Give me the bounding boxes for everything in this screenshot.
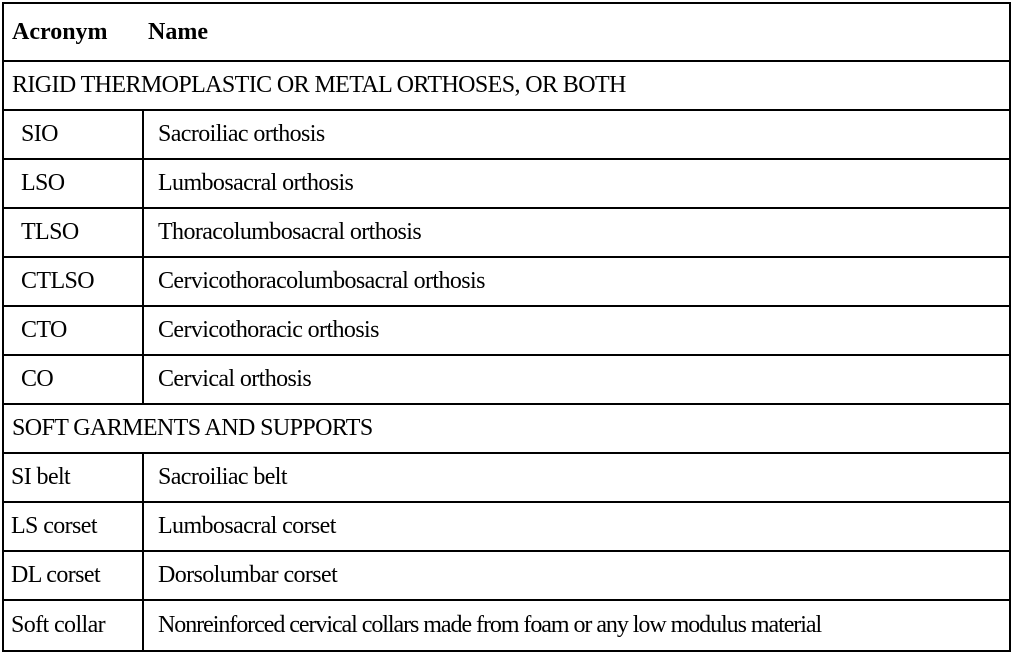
acronym-cell: SI belt bbox=[3, 453, 143, 502]
table-row bbox=[3, 208, 1010, 257]
orthoses-table-container bbox=[2, 2, 1009, 664]
table-row bbox=[3, 257, 1010, 306]
section-title-soft: SOFT GARMENTS AND SUPPORTS bbox=[3, 404, 1010, 453]
name-cell: Lumbosacral orthosis bbox=[143, 159, 1010, 208]
name-cell: Nonreinforced cervical collars made from foam or any low modulus material bbox=[143, 600, 1010, 651]
acronym-cell: Soft collar bbox=[3, 600, 143, 651]
name-cell: Lumbosacral corset bbox=[143, 502, 1010, 551]
table-row bbox=[3, 159, 1010, 208]
table-row bbox=[3, 355, 1010, 404]
table-row bbox=[3, 453, 1010, 502]
table-row bbox=[3, 110, 1010, 159]
acronym-cell: LSO bbox=[3, 159, 143, 208]
acronym-cell: CTLSO bbox=[3, 257, 143, 306]
section-header-row bbox=[3, 61, 1010, 110]
name-cell: Cervicothoracic orthosis bbox=[143, 306, 1010, 355]
acronym-cell: SIO bbox=[3, 110, 143, 159]
section-header-row bbox=[3, 404, 1010, 453]
acronym-cell: LS corset bbox=[3, 502, 143, 551]
table-header-row bbox=[3, 3, 1010, 61]
section-title-rigid: RIGID THERMOPLASTIC OR METAL ORTHOSES, OR BOTH bbox=[3, 61, 1010, 110]
name-cell: Sacroiliac belt bbox=[143, 453, 1010, 502]
acronym-cell: DL corset bbox=[3, 551, 143, 600]
name-cell: Thoracolumbosacral orthosis bbox=[143, 208, 1010, 257]
orthoses-acronym-table bbox=[2, 2, 1011, 652]
acronym-cell: TLSO bbox=[3, 208, 143, 257]
acronym-cell: CO bbox=[3, 355, 143, 404]
table-row bbox=[3, 600, 1010, 651]
name-cell: Cervicothoracolumbosacral orthosis bbox=[143, 257, 1010, 306]
table-row bbox=[3, 551, 1010, 600]
table-row bbox=[3, 502, 1010, 551]
name-cell: Cervical orthosis bbox=[143, 355, 1010, 404]
name-cell: Dorsolumbar corset bbox=[143, 551, 1010, 600]
table-header-cell bbox=[3, 3, 1010, 61]
column-header-name: Name bbox=[148, 18, 208, 45]
acronym-cell: CTO bbox=[3, 306, 143, 355]
name-cell: Sacroiliac orthosis bbox=[143, 110, 1010, 159]
table-row bbox=[3, 306, 1010, 355]
column-header-acronym: Acronym bbox=[12, 18, 108, 45]
